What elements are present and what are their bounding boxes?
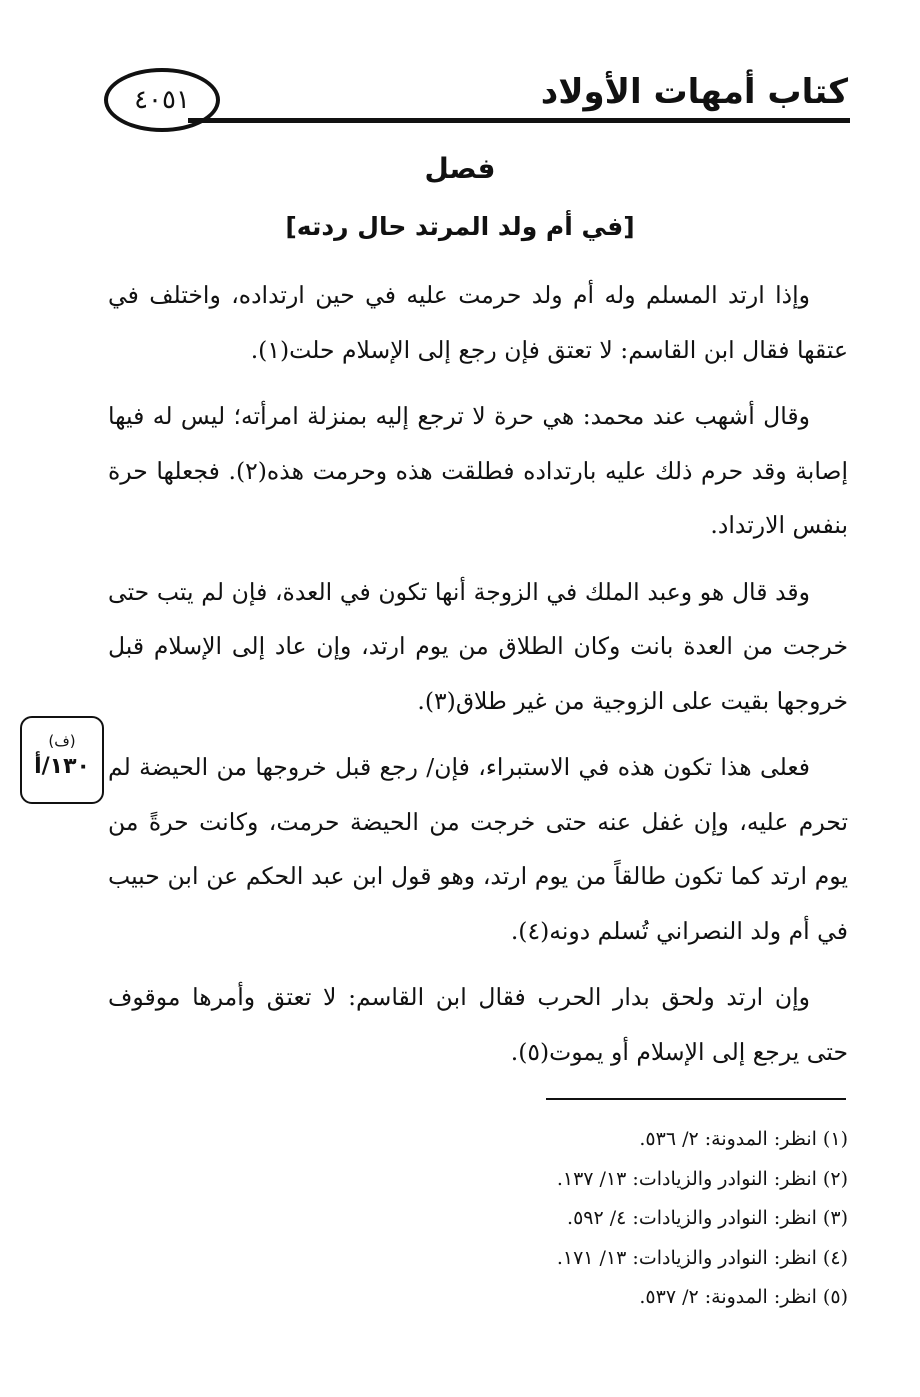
footnote: (٥) انظر: المدونة: ٢/ ٥٣٧. [639,1286,848,1308]
footnote-separator [546,1098,846,1100]
paragraph: وإن ارتد ولحق بدار الحرب فقال ابن القاسم: لا تعتق وأمرها موقوف حتى يرجع إلى الإسلام أو يموت(٥). [108,983,848,1066]
margin-note-folio: ١٣٠/أ [34,754,90,779]
footnote: (٤) انظر: النوادر والزيادات: ١٣/ ١٧١. [556,1246,848,1269]
body-text [108,268,848,1079]
page-number-oval [104,68,220,132]
page-number: ٤٠٥١ [134,85,190,115]
footnote: (٣) انظر: النوادر والزيادات: ٤/ ٥٩٢. [567,1207,848,1229]
section-subtitle: [في أم ولد المرتد حال ردته] [285,212,635,241]
paragraph: وإذا ارتد المسلم وله أم ولد حرمت عليه في حين ارتداده، واختلف في عتقها فقال ابن القاسم: لا تعتق فإن رجع إلى الإسلام حلت(١). [108,281,848,364]
manuscript-margin-note [20,716,104,804]
paragraph: فعلى هذا تكون هذه في الاستبراء، فإن/ رجع قبل خروجها من الحيضة لم تحرم عليه، وإن غفل عنه حتى خرجت من الحيضة حرمت، وكانت حرةً من يوم ارتد كما تكون طالقاً من يوم ارتد، وهو قول ابن عبد الحكم عن ابن حبيب في أم ولد النصراني تُسلم دونه(٤). [108,753,848,945]
margin-note-source: (ف) [48,732,76,750]
paragraph: وقال أشهب عند محمد: هي حرة لا ترجع إليه بمنزلة امرأته؛ ليس له فيها إصابة وقد حرم ذلك عليه بارتداده فطلقت هذه وحرمت هذه(٢). فجعلها حرة بنفس الارتداد. [108,402,848,539]
header-title: كتاب أمهات الأولاد [540,72,848,112]
paragraph: وقد قال هو وعبد الملك في الزوجة أنها تكون في العدة، فإن لم يتب حتى خرجت من العدة بانت وكان الطلاق من يوم ارتد، وإن عاد إلى الإسلام قبل خروجها بقيت على الزوجية من غير طلاق(٣). [108,577,848,715]
footnote: (١) انظر: المدونة: ٢/ ٥٣٦. [639,1128,848,1150]
header-rule [188,118,850,123]
footnotes [557,1120,848,1318]
footnote: (٢) انظر: النوادر والزيادات: ١٣/ ١٣٧. [556,1167,848,1190]
section-title: فصل [424,152,496,185]
